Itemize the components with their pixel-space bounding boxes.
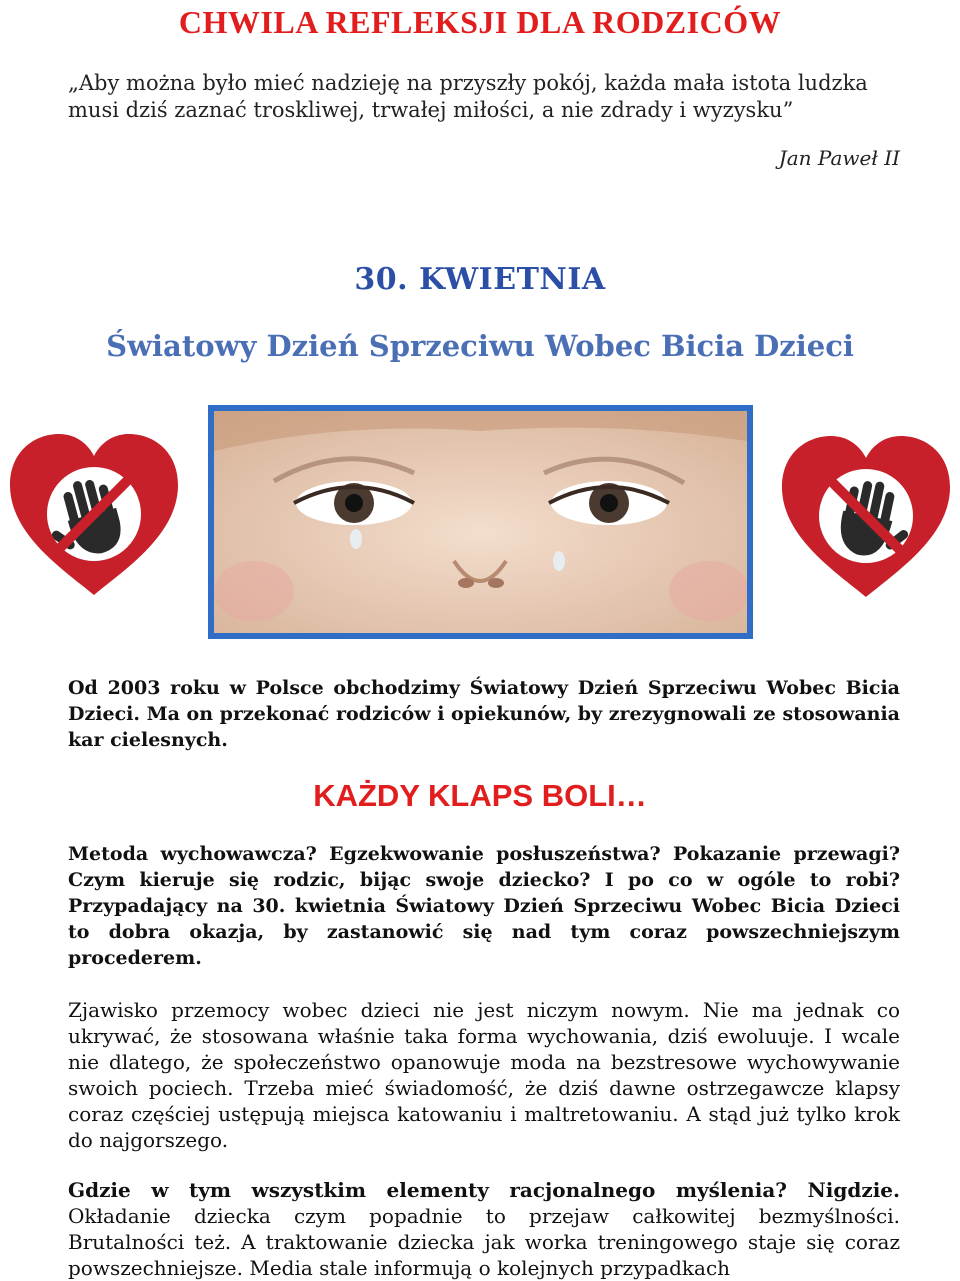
event-date: 30. KWIETNIA <box>354 262 606 297</box>
closing-paragraph <box>68 1177 900 1281</box>
no-hitting-heart-icon <box>776 432 956 602</box>
page-title: CHWILA REFLEKSJI DLA RODZICÓW <box>178 4 782 40</box>
body-paragraph: Zjawisko przemocy wobec dzieci nie jest niczym nowym. Nie ma jednak co ukrywać, że stosowana właśnie taka forma wychowania, dziś ewoluuje. I wcale nie dlatego, że społeczeństwo opanowuje moda na bezstresowe wychowywanie swoich pociech. Trzeba mieć świadomość, że dziś dawne ostrzegawcze klapsy coraz częściej ustępują miejsca katowaniu i maltretowaniu. A stąd już tylko krok do najgorszego. <box>68 998 900 1152</box>
intro-paragraph: Od 2003 roku w Polsce obchodzimy Światowy Dzień Sprzeciwu Wobec Bicia Dzieci. Ma on przekonać rodziców i opiekunów, by zrezygnowali ze stosowania kar cielesnych. <box>68 677 900 751</box>
event-name: Światowy Dzień Sprzeciwu Wobec Bicia Dzieci <box>106 329 854 363</box>
closing-text: Okładanie dziecka czym popadnie to przejaw całkowitej bezmyślności. Brutalności też. A traktowanie dziecka jak worka treningowego staje się coraz powszechniejsze. Media stale informują o kolejnych przypadkach <box>68 1204 900 1280</box>
slogan: KAŻDY KLAPS BOLI… <box>313 778 647 813</box>
closing-lead: Gdzie w tym wszystkim elementy racjonalnego myślenia? Nigdzie. <box>68 1178 900 1202</box>
quote-text: „Aby można było mieć nadzieję na przyszły pokój, każda mała istota ludzka musi dziś zaznać troskliwej, trwałej miłości, a nie zdrady i wyzysku” <box>68 71 868 122</box>
crying-child-photo <box>208 405 753 639</box>
quote-author: Jan Paweł II <box>778 146 900 170</box>
no-hitting-heart-icon <box>4 430 184 600</box>
questions-paragraph: Metoda wychowawcza? Egzekwowanie posłuszeństwa? Pokazanie przewagi? Czym kieruje się rodzic, bijąc swoje dziecko? I po co w ogóle to robi? Przypadający na 30. kwietnia Światowy Dzień Sprzeciwu Wobec Bicia Dzieci to dobra okazja, by zastanowić się nad tym coraz powszechniejszym procederem. <box>68 843 900 969</box>
